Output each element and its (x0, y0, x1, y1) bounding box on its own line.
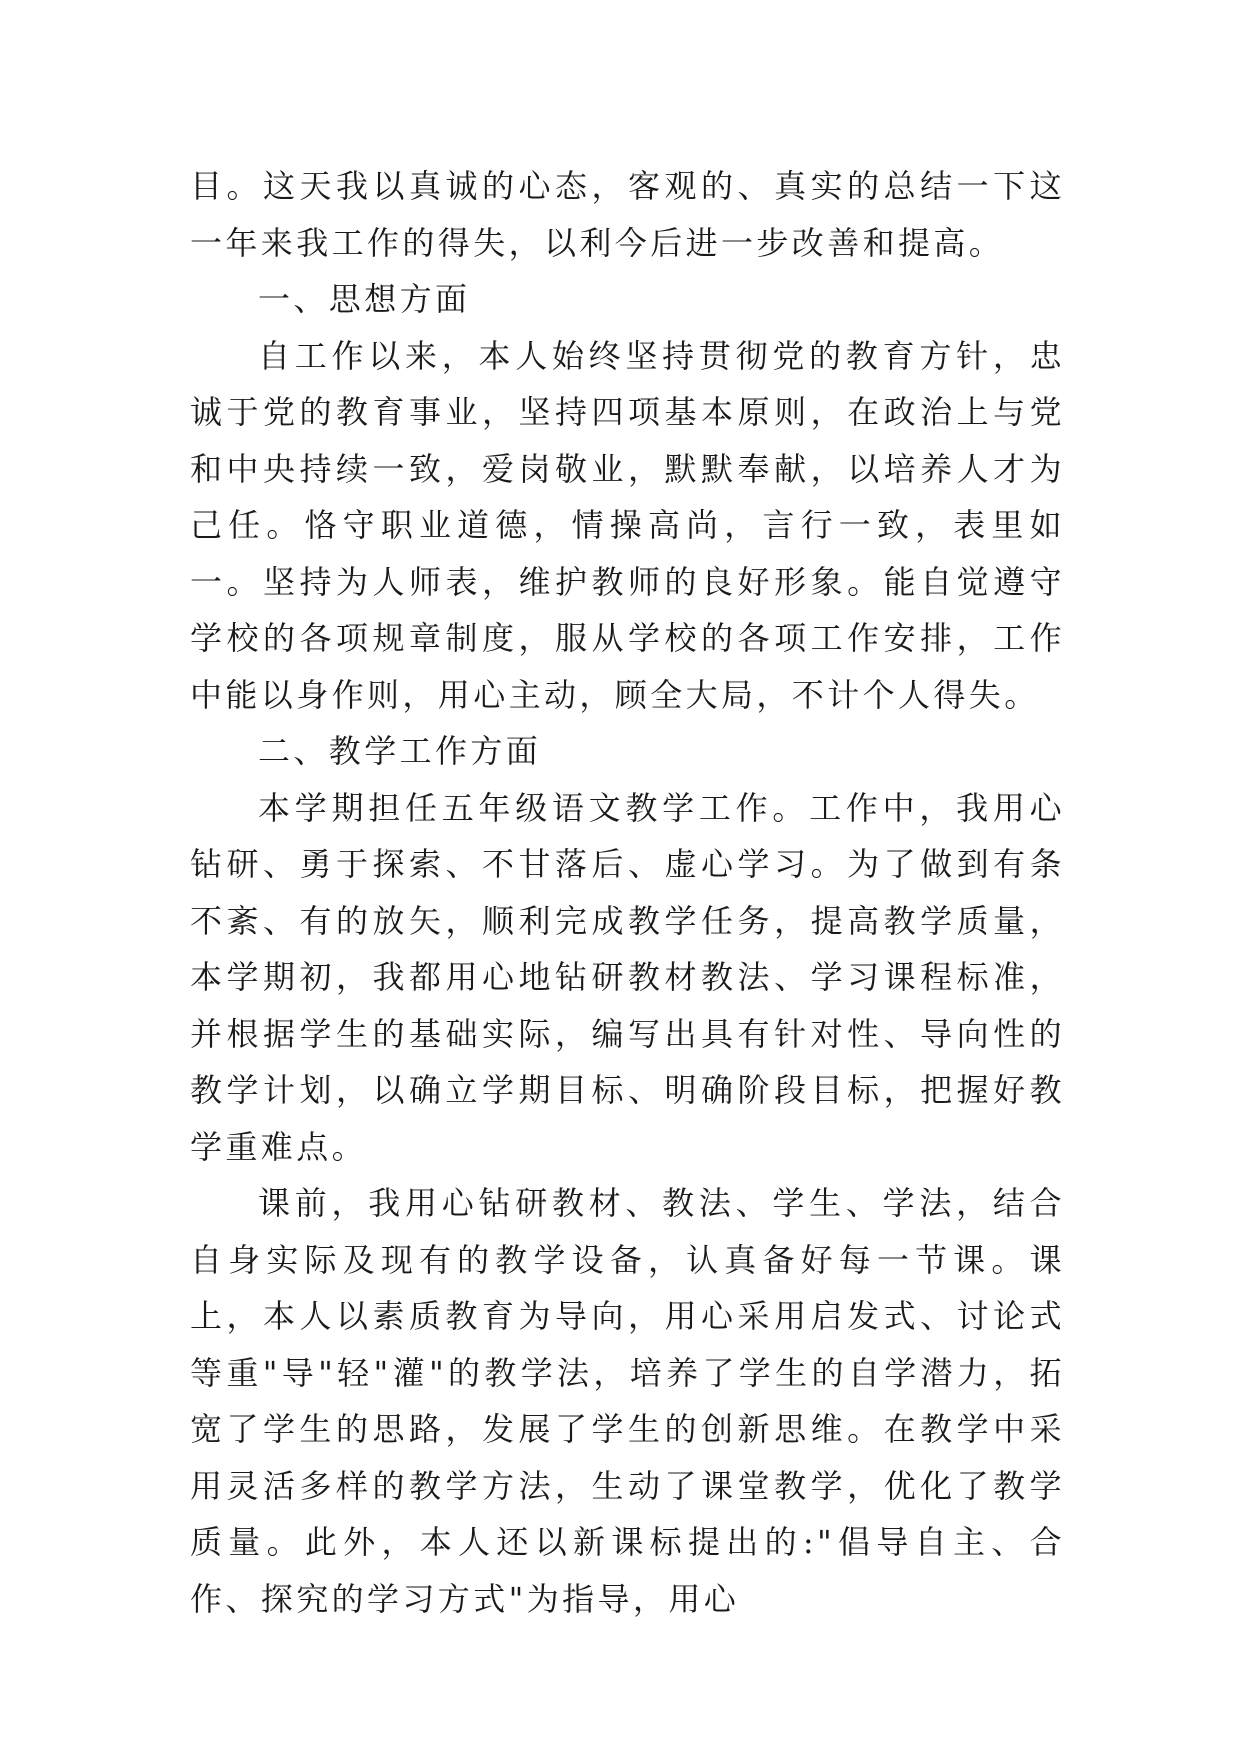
heading-teaching-aspect: 二、教学工作方面 (258, 732, 542, 770)
paragraph-teaching: 本学期担任五年级语文教学工作。工作中，我用心钻研、勇于探索、不甘落后、虚心学习。为了做到有条不紊、有的放矢，顺利完成教学任务，提高教学质量，本学期初，我都用心地钻研教材教法、学习课程标准，并根据学生的基础实际，编写出具有针对性、导向性的教学计划，以确立学期目标、明确阶段目标，把握好教学重难点。 (190, 788, 1065, 1166)
paragraph-thought: 自工作以来，本人始终坚持贯彻党的教育方针，忠诚于党的教育事业，坚持四项基本原则，在政治上与党和中央持续一致，爱岗敬业，默默奉献，以培养人才为己任。恪守职业道德，情操高尚，言行一致，表里如一。坚持为人师表，维护教师的良好形象。能自觉遵守学校的各项规章制度，服从学校的各项工作安排，工作中能以身作则，用心主动，顾全大局，不计个人得失。 (190, 336, 1065, 714)
document-body (190, 158, 1065, 1627)
heading-thought-aspect: 一、思想方面 (258, 280, 471, 318)
paragraph-intro-continuation: 目。这天我以真诚的心态，客观的、真实的总结一下这一年来我工作的得失，以利今后进一步改善和提高。 (190, 167, 1065, 262)
paragraph-classroom: 课前，我用心钻研教材、教法、学生、学法，结合自身实际及现有的教学设备，认真备好每一节课。课上，本人以素质教育为导向，用心采用启发式、讨论式等重"导"轻"灌"的教学法，培养了学生的自学潜力，拓宽了学生的思路，发展了学生的创新思维。在教学中采用灵活多样的教学方法，生动了课堂教学，优化了教学质量。此外，本人还以新课标提出的:"倡导自主、合作、探究的学习方式"为指导，用心 (190, 1184, 1065, 1618)
